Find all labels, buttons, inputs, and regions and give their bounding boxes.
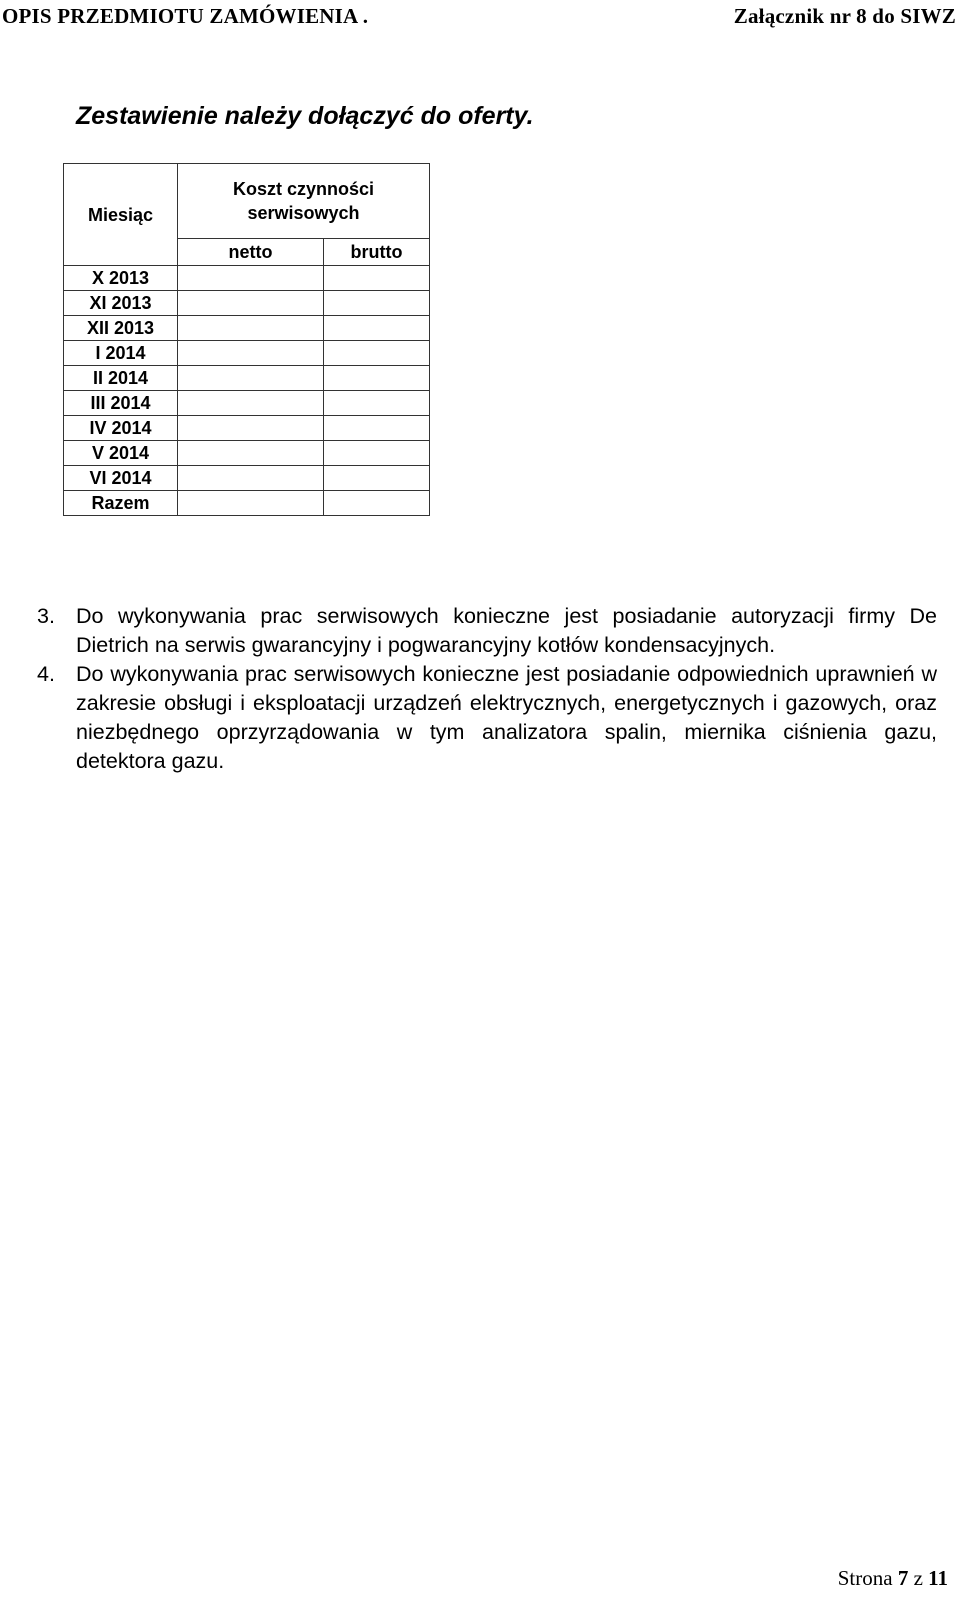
row-gross-cell — [324, 266, 430, 291]
table-row — [64, 266, 430, 291]
page-header-attachment: Załącznik nr 8 do SIWZ — [733, 4, 956, 28]
row-net-cell — [178, 391, 324, 416]
row-net-cell — [178, 466, 324, 491]
month-column-header: Miesiąc — [64, 164, 178, 266]
row-net-cell — [178, 416, 324, 441]
row-gross-cell — [324, 441, 430, 466]
requirement-number: 3. — [37, 604, 55, 628]
row-gross-cell — [324, 416, 430, 441]
row-gross-cell — [324, 466, 430, 491]
row-net-cell — [178, 266, 324, 291]
row-month-cell: III 2014 — [64, 391, 178, 416]
row-net-cell — [178, 441, 324, 466]
table-row — [64, 491, 430, 516]
cost-table — [63, 163, 430, 516]
requirement-item-4 — [37, 660, 937, 776]
intro-note: Zestawienie należy dołączyć do oferty. — [76, 102, 534, 130]
row-month-cell: V 2014 — [64, 441, 178, 466]
page-total: 11 — [928, 1566, 948, 1590]
row-gross-cell — [324, 341, 430, 366]
row-net-cell — [178, 341, 324, 366]
page-header-title: OPIS PRZEDMIOTU ZAMÓWIENIA . — [2, 4, 369, 28]
row-net-cell — [178, 291, 324, 316]
row-gross-cell — [324, 391, 430, 416]
row-gross-cell — [324, 316, 430, 341]
table-row — [64, 391, 430, 416]
table-row — [64, 341, 430, 366]
table-row — [64, 466, 430, 491]
net-column-header: netto — [178, 239, 324, 266]
requirement-text: Do wykonywania prac serwisowych konieczne jest posiadanie autoryzacji firmy De Dietrich na serwis gwarancyjny i pogwarancyjny kotłów kondensacyjnych. — [76, 604, 937, 657]
row-month-cell: II 2014 — [64, 366, 178, 391]
row-gross-cell — [324, 366, 430, 391]
gross-column-header: brutto — [324, 239, 430, 266]
cost-table-body — [64, 266, 430, 516]
page-footer — [838, 1566, 948, 1591]
row-month-cell: XI 2013 — [64, 291, 178, 316]
table-row — [64, 416, 430, 441]
requirement-number: 4. — [37, 662, 55, 686]
row-net-cell — [178, 316, 324, 341]
row-month-cell: Razem — [64, 491, 178, 516]
page-label: Strona — [837, 1566, 893, 1590]
table-row — [64, 291, 430, 316]
table-row — [64, 366, 430, 391]
row-month-cell: IV 2014 — [64, 416, 178, 441]
row-net-cell — [178, 366, 324, 391]
row-month-cell: XII 2013 — [64, 316, 178, 341]
row-gross-cell — [324, 491, 430, 516]
row-month-cell: VI 2014 — [64, 466, 178, 491]
page-separator: z — [913, 1566, 923, 1590]
requirement-item-3 — [37, 602, 937, 660]
table-row — [64, 316, 430, 341]
row-month-cell: X 2013 — [64, 266, 178, 291]
page-current: 7 — [897, 1566, 909, 1590]
row-net-cell — [178, 491, 324, 516]
row-month-cell: I 2014 — [64, 341, 178, 366]
row-gross-cell — [324, 291, 430, 316]
requirements-list — [37, 602, 937, 776]
requirement-text: Do wykonywania prac serwisowych konieczne jest posiadanie odpowiednich uprawnień w zakresie obsługi i eksploatacji urządzeń elektrycznych, energetycznych i gazowych, oraz niezbędnego oprzyrządowania w tym analizatora spalin, miernika ciśnienia gazu, detektora gazu. — [76, 662, 937, 773]
table-row — [64, 441, 430, 466]
cost-column-header: Koszt czynności serwisowych — [178, 164, 430, 239]
